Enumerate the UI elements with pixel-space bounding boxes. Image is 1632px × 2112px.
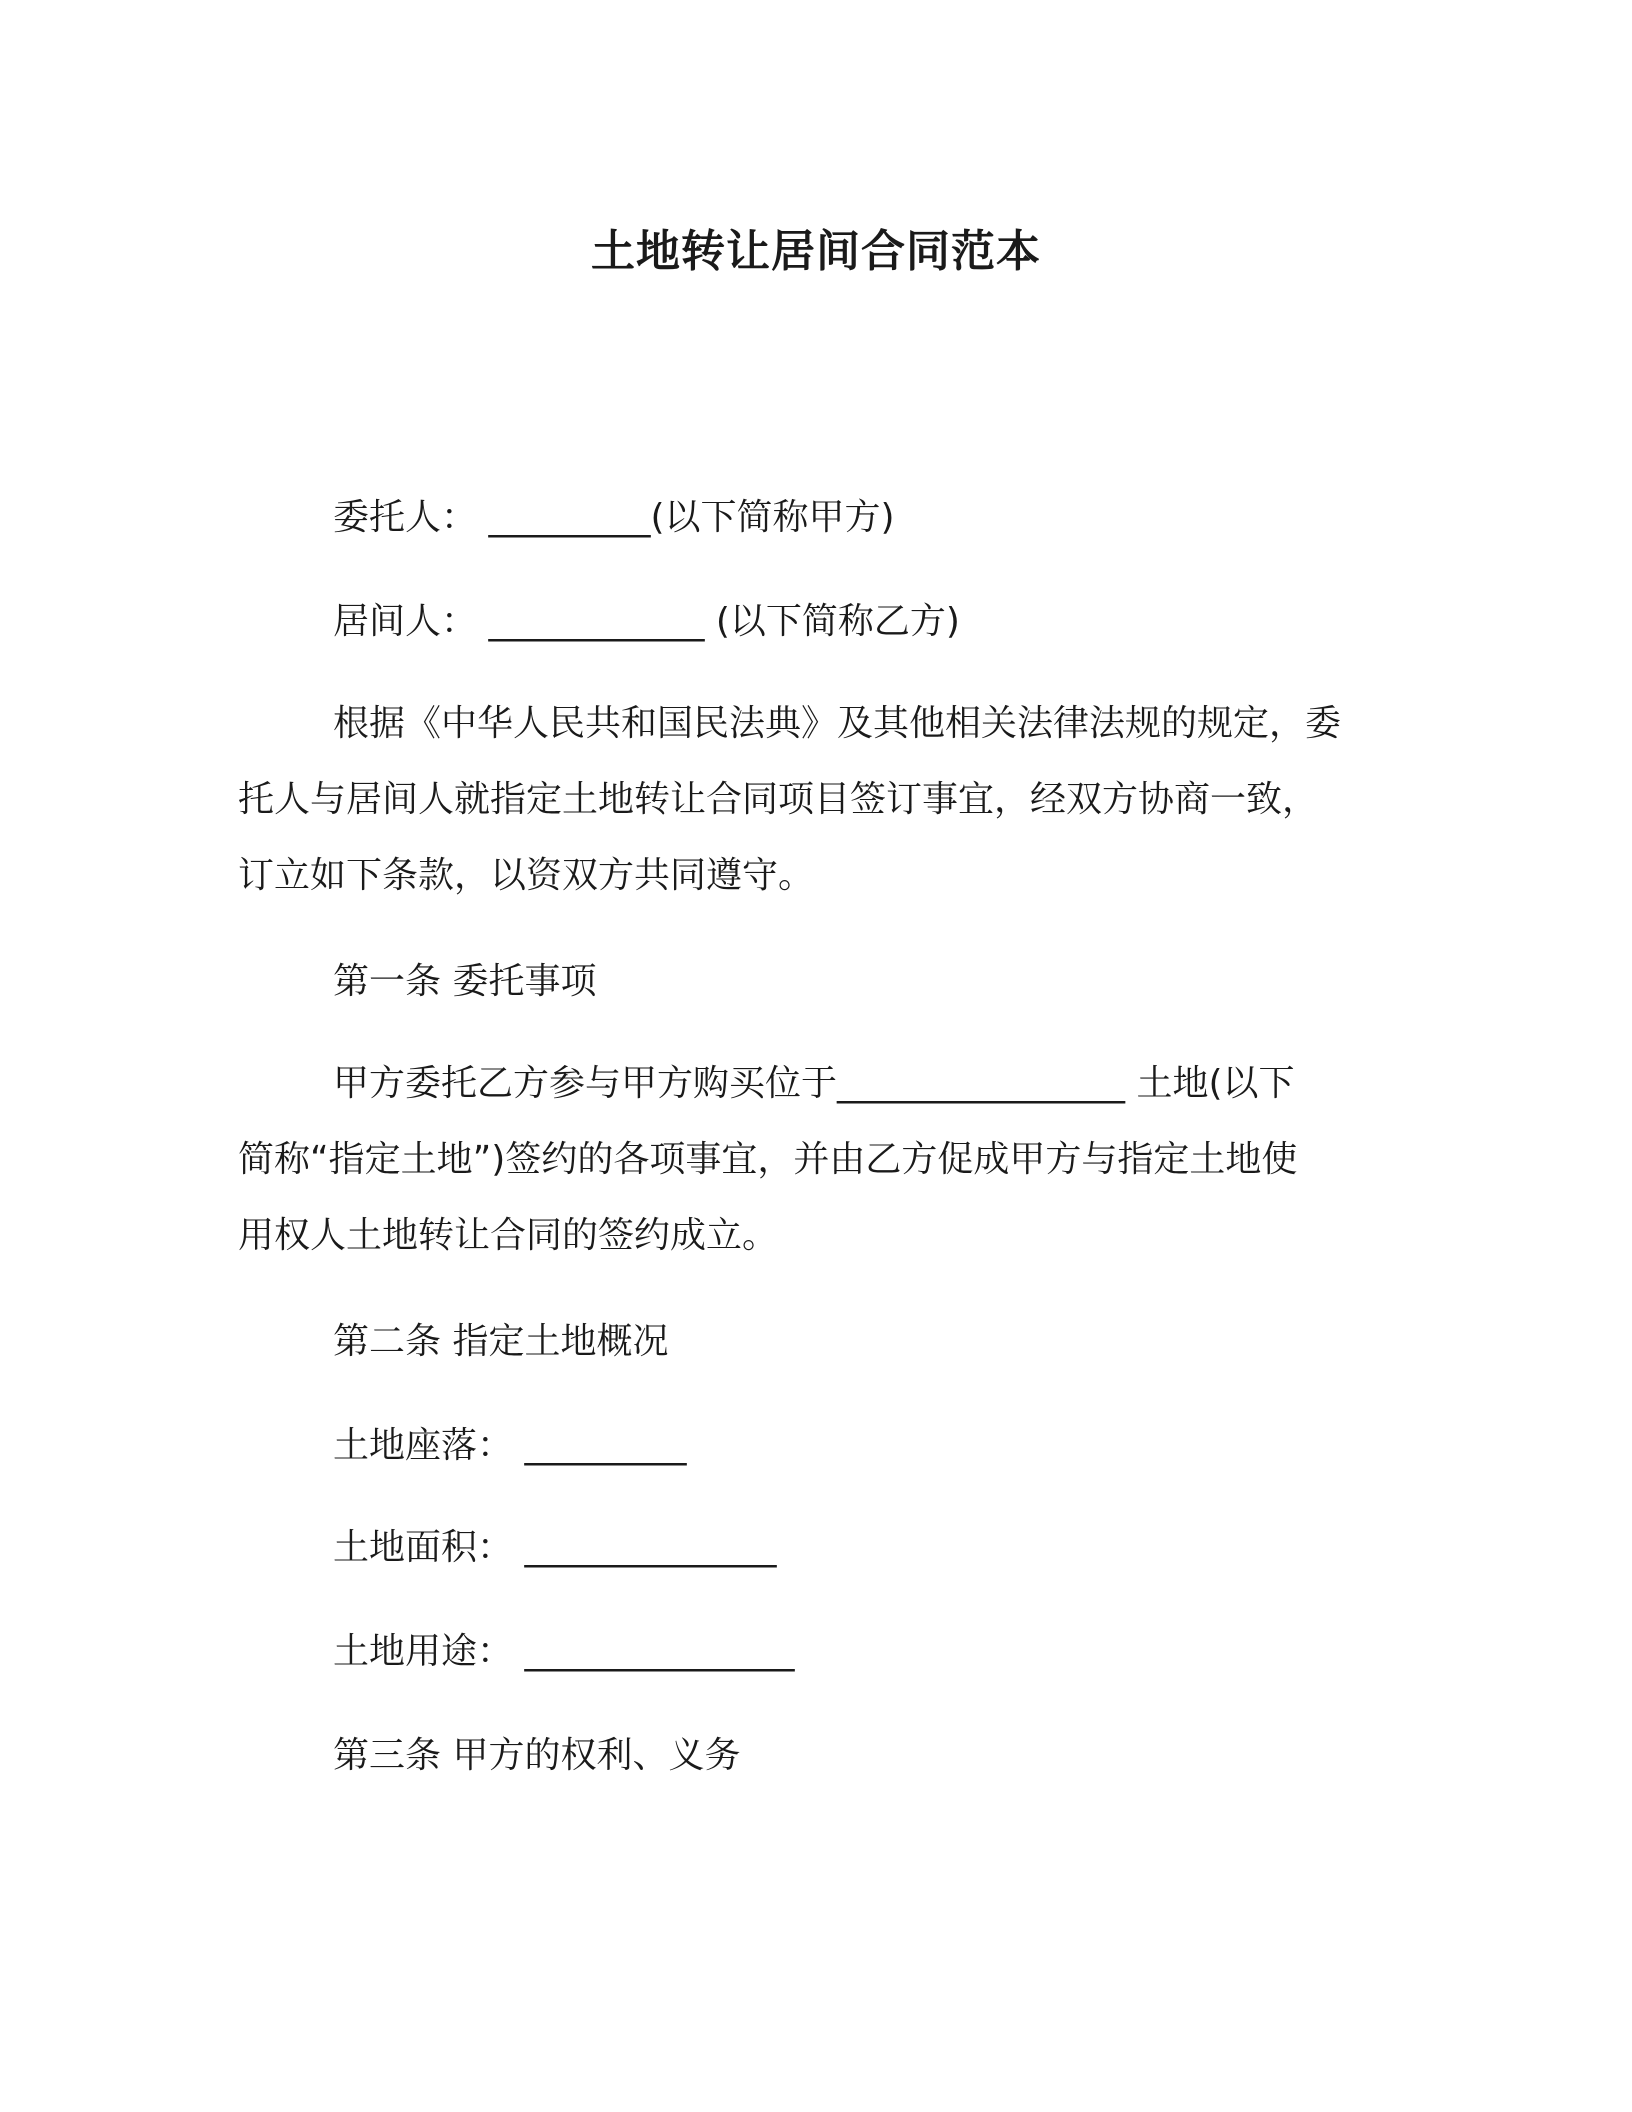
article-1-heading: 第一条 委托事项	[333, 961, 597, 1002]
preamble-line-1: 根据《中华人民共和国民法典》及其他相关法律法规的规定，委	[333, 703, 1342, 744]
land-location-line: 土地座落： _________	[333, 1425, 687, 1466]
preamble-line-2: 托人与居间人就指定土地转让合同项目签订事宜，经双方协商一致，	[238, 779, 1319, 820]
article-1-line-2: 简称“指定土地”)签约的各项事宜，并由乙方促成甲方与指定土地使	[238, 1139, 1298, 1180]
document-title: 土地转让居间合同范本	[591, 226, 1041, 277]
article-1-line-3: 用权人土地转让合同的签约成立。	[238, 1215, 779, 1256]
article-1-line-1: 甲方委托乙方参与甲方购买位于________________ 土地(以下	[333, 1063, 1295, 1104]
intermediary-line: 居间人： ____________ (以下简称乙方)	[333, 601, 960, 642]
article-3-heading: 第三条 甲方的权利、义务	[333, 1735, 741, 1776]
preamble-line-3: 订立如下条款，以资双方共同遵守。	[238, 855, 815, 896]
client-line: 委托人： _________(以下简称甲方)	[333, 497, 895, 538]
article-2-heading: 第二条 指定土地概况	[333, 1321, 669, 1362]
land-use-line: 土地用途： _______________	[333, 1631, 795, 1672]
land-area-line: 土地面积： ______________	[333, 1527, 777, 1568]
